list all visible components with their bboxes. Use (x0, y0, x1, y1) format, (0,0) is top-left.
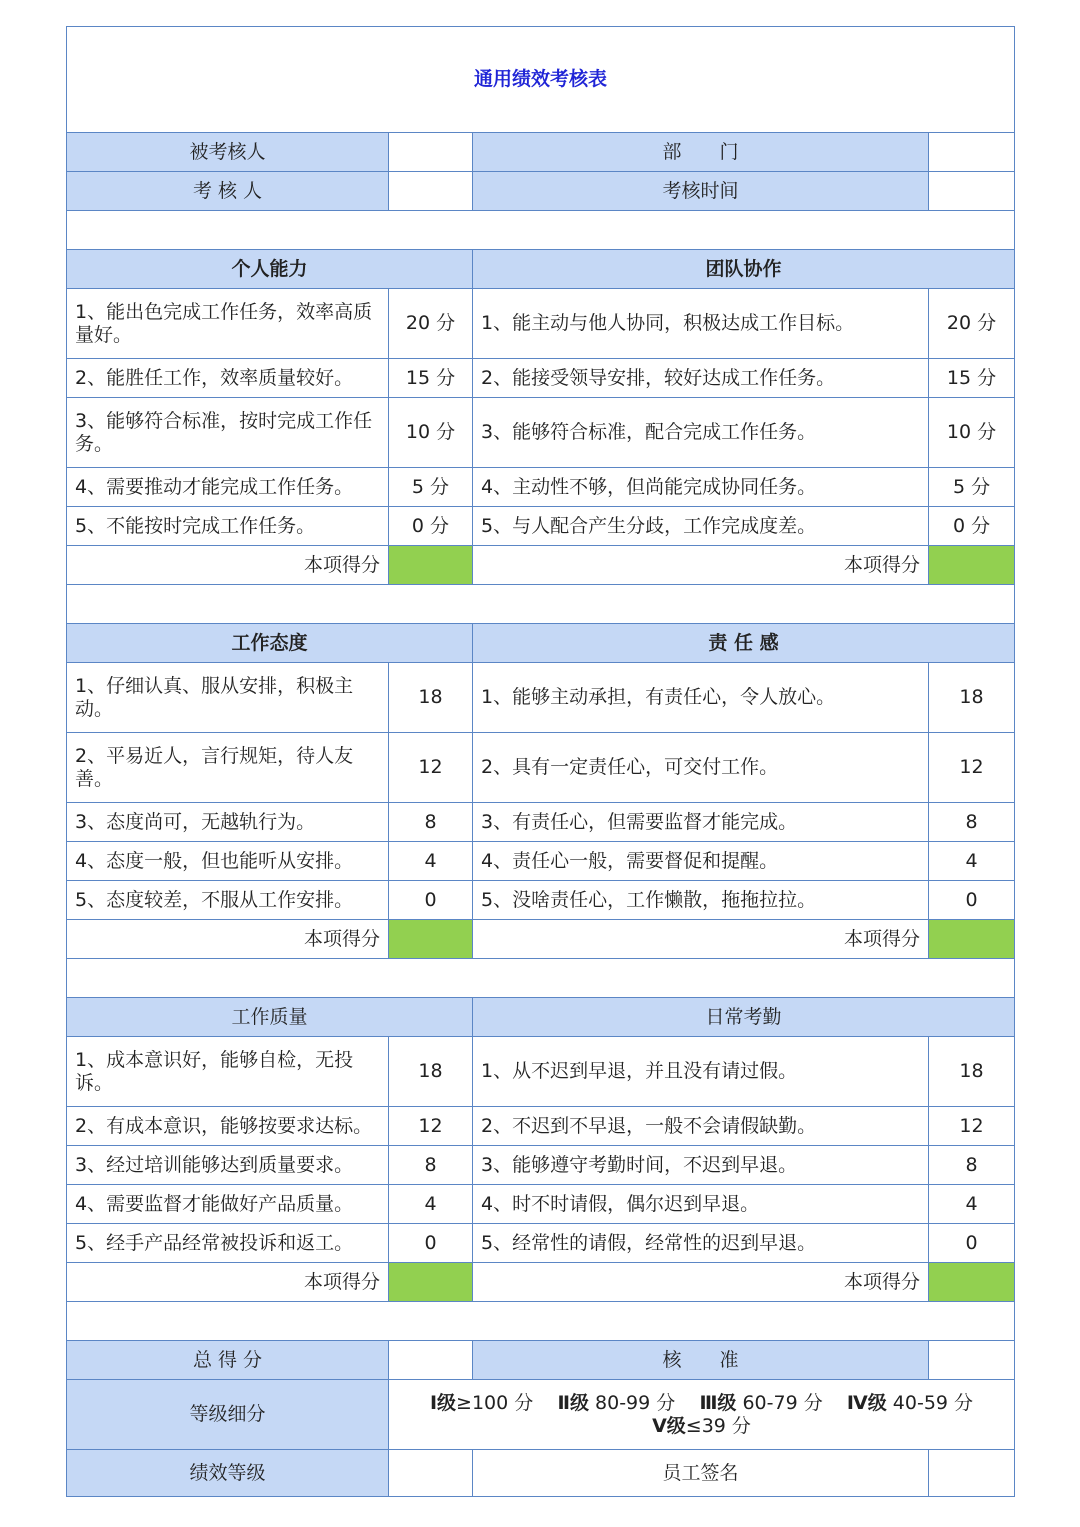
section-title-teamwork: 团队协作 (473, 250, 1015, 289)
criterion-score: 0 (389, 1224, 473, 1263)
criterion-text: 5、态度较差，不服从工作安排。 (67, 881, 389, 920)
criterion-text: 1、能够主动承担，有责任心，令人放心。 (473, 663, 929, 733)
signature-field[interactable] (929, 1450, 1015, 1497)
criterion-score: 18 (929, 663, 1015, 733)
criterion-text: 1、成本意识好，能够自检，无投诉。 (67, 1037, 389, 1107)
item-score-field[interactable] (929, 1263, 1015, 1302)
criterion-score: 8 (389, 803, 473, 842)
criterion-text: 4、需要推动才能完成工作任务。 (67, 468, 389, 507)
criterion-score: 12 (929, 733, 1015, 803)
criterion-score: 18 (929, 1037, 1015, 1107)
grade-range: 40-59 分 (892, 1391, 974, 1414)
criterion-score: 12 (389, 733, 473, 803)
criterion-text: 2、有成本意识，能够按要求达标。 (67, 1107, 389, 1146)
assessee-field[interactable] (389, 133, 473, 172)
item-score-label: 本项得分 (67, 546, 389, 585)
assessee-label: 被考核人 (67, 133, 389, 172)
item-score-field[interactable] (389, 1263, 473, 1302)
criterion-text: 1、仔细认真、服从安排，积极主动。 (67, 663, 389, 733)
section-title-personal-ability: 个人能力 (67, 250, 473, 289)
grade-range: 60-79 分 (742, 1391, 823, 1414)
criterion-score: 8 (929, 803, 1015, 842)
criterion-score: 12 (389, 1107, 473, 1146)
criterion-text: 3、态度尚可，无越轨行为。 (67, 803, 389, 842)
criterion-text: 2、不迟到不早退，一般不会请假缺勤。 (473, 1107, 929, 1146)
spacer-row (67, 585, 1015, 624)
item-score-field[interactable] (389, 546, 473, 585)
item-score-field[interactable] (929, 546, 1015, 585)
criterion-score: 0 (929, 881, 1015, 920)
criterion-text: 4、时不时请假，偶尔迟到早退。 (473, 1185, 929, 1224)
spacer-row (67, 1302, 1015, 1341)
criterion-text: 3、经过培训能够达到质量要求。 (67, 1146, 389, 1185)
grade-level: Ⅴ级 (652, 1414, 686, 1437)
criterion-text: 2、能接受领导安排，较好达成工作任务。 (473, 359, 929, 398)
grade-range: ≥100 分 (456, 1391, 534, 1414)
criterion-score: 20 分 (929, 289, 1015, 359)
department-field[interactable] (929, 133, 1015, 172)
criterion-text: 1、从不迟到早退，并且没有请过假。 (473, 1037, 929, 1107)
criterion-score: 20 分 (389, 289, 473, 359)
criterion-text: 2、能胜任工作，效率质量较好。 (67, 359, 389, 398)
grade-range: ≤39 分 (685, 1414, 751, 1437)
item-score-field[interactable] (929, 920, 1015, 959)
criterion-text: 3、能够符合标准，按时完成工作任务。 (67, 398, 389, 468)
criterion-score: 4 (389, 842, 473, 881)
item-score-field[interactable] (389, 920, 473, 959)
criterion-score: 10 分 (929, 398, 1015, 468)
criterion-text: 5、没啥责任心，工作懒散，拖拖拉拉。 (473, 881, 929, 920)
criterion-score: 0 (929, 1224, 1015, 1263)
perf-grade-label: 绩效等级 (67, 1450, 389, 1497)
criterion-score: 18 (389, 1037, 473, 1107)
assess-time-label: 考核时间 (473, 172, 929, 211)
criterion-score: 15 分 (929, 359, 1015, 398)
spacer-row (67, 959, 1015, 998)
item-score-label: 本项得分 (473, 920, 929, 959)
criterion-score: 0 (389, 881, 473, 920)
criterion-score: 15 分 (389, 359, 473, 398)
criterion-text: 4、需要监督才能做好产品质量。 (67, 1185, 389, 1224)
criterion-score: 5 分 (929, 468, 1015, 507)
grade-detail-label: 等级细分 (67, 1380, 389, 1450)
criterion-score: 4 (929, 1185, 1015, 1224)
spacer-row (67, 211, 1015, 250)
section-title-work-attitude: 工作态度 (67, 624, 473, 663)
criterion-score: 12 (929, 1107, 1015, 1146)
criterion-score: 4 (389, 1185, 473, 1224)
criterion-text: 5、经手产品经常被投诉和返工。 (67, 1224, 389, 1263)
criterion-score: 0 分 (929, 507, 1015, 546)
criterion-text: 5、不能按时完成工作任务。 (67, 507, 389, 546)
criterion-text: 2、平易近人，言行规矩，待人友善。 (67, 733, 389, 803)
item-score-label: 本项得分 (473, 546, 929, 585)
criterion-text: 2、具有一定责任心，可交付工作。 (473, 733, 929, 803)
criterion-score: 4 (929, 842, 1015, 881)
approve-label: 核 准 (473, 1341, 929, 1380)
criterion-text: 4、责任心一般，需要督促和提醒。 (473, 842, 929, 881)
criterion-text: 4、态度一般，但也能听从安排。 (67, 842, 389, 881)
department-label: 部 门 (473, 133, 929, 172)
criterion-score: 18 (389, 663, 473, 733)
assessor-field[interactable] (389, 172, 473, 211)
grade-detail (389, 1380, 1015, 1450)
item-score-label: 本项得分 (473, 1263, 929, 1302)
section-title-responsibility: 责 任 感 (473, 624, 1015, 663)
criterion-text: 3、有责任心，但需要监督才能完成。 (473, 803, 929, 842)
criterion-text: 5、经常性的请假，经常性的迟到早退。 (473, 1224, 929, 1263)
item-score-label: 本项得分 (67, 920, 389, 959)
section-title-work-quality: 工作质量 (67, 998, 473, 1037)
grade-level: Ⅰ级 (429, 1391, 457, 1414)
total-score-field[interactable] (389, 1341, 473, 1380)
criterion-text: 1、能主动与他人协同，积极达成工作目标。 (473, 289, 929, 359)
criterion-text: 4、主动性不够，但尚能完成协同任务。 (473, 468, 929, 507)
criterion-score: 10 分 (389, 398, 473, 468)
criterion-text: 1、能出色完成工作任务，效率高质量好。 (67, 289, 389, 359)
section-title-attendance: 日常考勤 (473, 998, 1015, 1037)
criterion-text: 5、与人配合产生分歧，工作完成度差。 (473, 507, 929, 546)
item-score-label: 本项得分 (67, 1263, 389, 1302)
criterion-score: 8 (929, 1146, 1015, 1185)
total-score-label: 总 得 分 (67, 1341, 389, 1380)
perf-grade-field[interactable] (389, 1450, 473, 1497)
approve-field[interactable] (929, 1341, 1015, 1380)
signature-label: 员工签名 (473, 1450, 929, 1497)
criterion-score: 0 分 (389, 507, 473, 546)
criterion-text: 3、能够符合标准，配合完成工作任务。 (473, 398, 929, 468)
performance-form-table (66, 26, 1015, 1497)
criterion-score: 8 (389, 1146, 473, 1185)
assess-time-field[interactable] (929, 172, 1015, 211)
criterion-text: 3、能够遵守考勤时间，不迟到早退。 (473, 1146, 929, 1185)
form-title: 通用绩效考核表 (67, 27, 1015, 133)
grade-range: 80-99 分 (595, 1391, 676, 1414)
grade-level: Ⅳ级 (846, 1391, 887, 1414)
grade-level: Ⅲ级 (699, 1391, 737, 1414)
grade-level: Ⅱ级 (557, 1391, 589, 1414)
criterion-score: 5 分 (389, 468, 473, 507)
assessor-label: 考 核 人 (67, 172, 389, 211)
